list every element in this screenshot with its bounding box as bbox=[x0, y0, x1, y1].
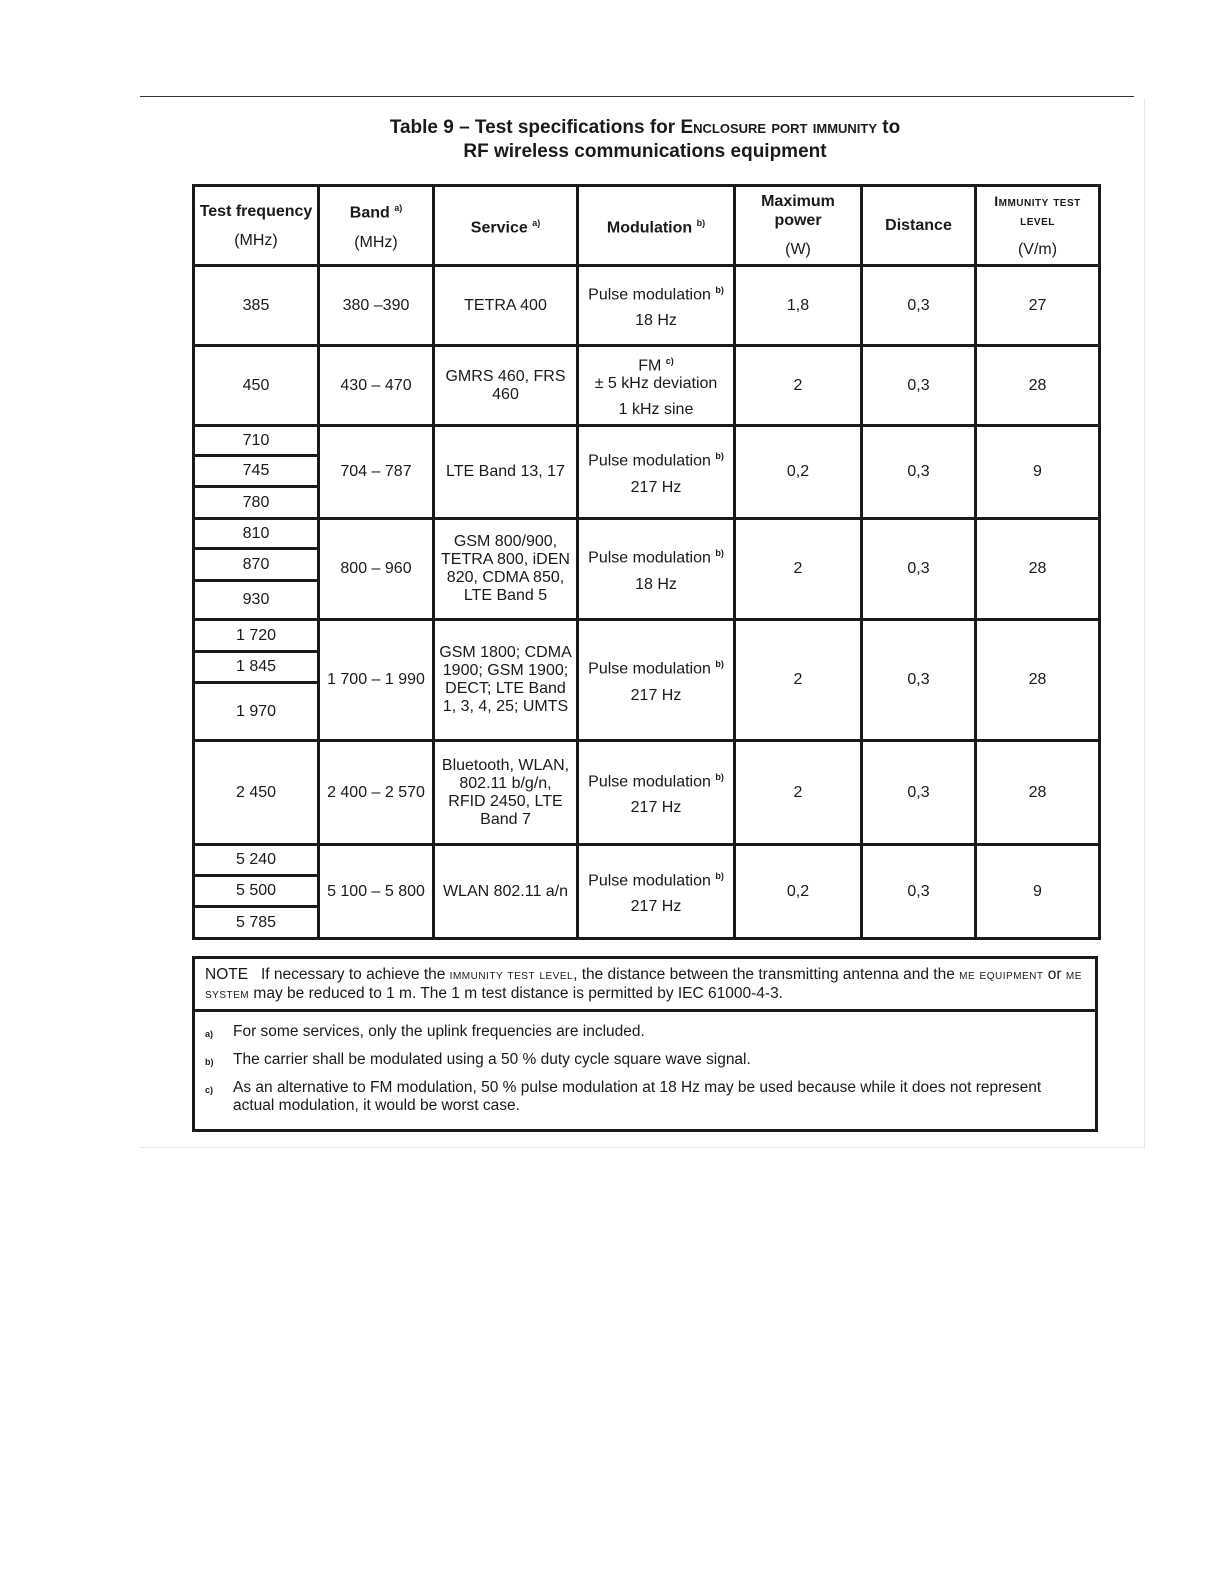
table-row bbox=[194, 741, 1100, 845]
band-cell: 380 –390 bbox=[319, 266, 434, 346]
test-frequency-cell: 5 500 bbox=[194, 876, 319, 907]
modulation-label: Pulse modulation bbox=[588, 773, 711, 791]
distance-cell: 0,3 bbox=[862, 346, 976, 426]
immunity-level-cell: 28 bbox=[976, 519, 1100, 620]
immunity-level-cell: 9 bbox=[976, 426, 1100, 519]
test-frequency-cell: 710 bbox=[194, 426, 319, 456]
band-cell: 1 700 – 1 990 bbox=[319, 620, 434, 741]
test-frequency-cell: 930 bbox=[194, 581, 319, 620]
modulation-rate: 217 Hz bbox=[630, 799, 682, 817]
footnote-item bbox=[205, 1051, 1085, 1071]
distance-cell: 0,3 bbox=[862, 519, 976, 620]
maximum-power-cell: 2 bbox=[735, 519, 862, 620]
modulation-footnote-ref: c) bbox=[665, 355, 674, 366]
test-frequency-cell: 1 720 bbox=[194, 620, 319, 652]
table-row bbox=[194, 519, 1100, 549]
band-cell: 800 – 960 bbox=[319, 519, 434, 620]
modulation-cell bbox=[578, 519, 735, 620]
modulation-cell bbox=[578, 426, 735, 519]
table-row bbox=[194, 266, 1100, 346]
modulation-cell bbox=[578, 266, 735, 346]
distance-cell: 0,3 bbox=[862, 620, 976, 741]
modulation-footnote-ref: b) bbox=[715, 548, 724, 559]
table-row bbox=[194, 845, 1100, 876]
test-frequency-cell: 745 bbox=[194, 456, 319, 487]
band-cell: 430 – 470 bbox=[319, 346, 434, 426]
maximum-power-cell: 0,2 bbox=[735, 426, 862, 519]
modulation-rate: 18 Hz bbox=[635, 312, 677, 330]
modulation-cell bbox=[578, 346, 735, 426]
distance-cell: 0,3 bbox=[862, 845, 976, 939]
immunity-level-cell: 27 bbox=[976, 266, 1100, 346]
maximum-power-cell: 2 bbox=[735, 620, 862, 741]
footnote-key: a) bbox=[205, 1029, 214, 1039]
modulation-footnote-ref: b) bbox=[715, 451, 724, 462]
distance-cell: 0,3 bbox=[862, 426, 976, 519]
service-cell: Bluetooth, WLAN, 802.11 b/g/n, RFID 2450, LTE Band 7 bbox=[434, 741, 578, 845]
modulation-label: Pulse modulation bbox=[588, 660, 711, 678]
test-frequency-cell: 780 bbox=[194, 487, 319, 519]
test-frequency-cell: 1 845 bbox=[194, 652, 319, 683]
test-frequency-cell: 1 970 bbox=[194, 683, 319, 741]
table-title: Table 9 – Test specifications for Enclosure port immunity to RF wireless communications equipment bbox=[389, 117, 901, 162]
header-immunity-test-level: Immunity test level (V/m) bbox=[976, 186, 1100, 266]
service-cell: GSM 1800; CDMA 1900; GSM 1900; DECT; LTE Band 1, 3, 4, 25; UMTS bbox=[434, 620, 578, 741]
footnote-item bbox=[205, 1079, 1085, 1115]
table-row bbox=[194, 346, 1100, 426]
distance-cell: 0,3 bbox=[862, 266, 976, 346]
test-frequency-cell: 2 450 bbox=[194, 741, 319, 845]
modulation-label: Pulse modulation bbox=[588, 872, 711, 890]
modulation-cell bbox=[578, 620, 735, 741]
maximum-power-cell: 0,2 bbox=[735, 845, 862, 939]
modulation-footnote-ref: b) bbox=[715, 659, 724, 670]
immunity-level-cell: 28 bbox=[976, 620, 1100, 741]
footnote-key: b) bbox=[205, 1057, 214, 1067]
notes-table bbox=[192, 956, 1098, 1132]
table-row bbox=[194, 620, 1100, 652]
test-frequency-cell: 5 240 bbox=[194, 845, 319, 876]
note-cell: NOTE If necessary to achieve the immunity test level, the distance between the transmitting antenna and the me equipment or me system may be reduced to 1 m. The 1 m test distance is permitted by IEC 61000-4-3. bbox=[194, 958, 1097, 1011]
service-cell: GMRS 460, FRS 460 bbox=[434, 346, 578, 426]
test-frequency-cell: 450 bbox=[194, 346, 319, 426]
immunity-level-cell: 9 bbox=[976, 845, 1100, 939]
maximum-power-cell: 2 bbox=[735, 346, 862, 426]
header-distance: Distance bbox=[862, 186, 976, 266]
footnote-text: The carrier shall be modulated using a 50 % duty cycle square wave signal. bbox=[233, 1051, 751, 1068]
modulation-cell bbox=[578, 741, 735, 845]
immunity-level-cell: 28 bbox=[976, 346, 1100, 426]
table-row bbox=[194, 426, 1100, 456]
test-frequency-cell: 385 bbox=[194, 266, 319, 346]
modulation-footnote-ref: b) bbox=[715, 284, 724, 295]
modulation-footnote-ref: b) bbox=[715, 771, 724, 782]
modulation-rate: 18 Hz bbox=[635, 575, 677, 593]
test-frequency-cell: 870 bbox=[194, 549, 319, 581]
band-cell: 5 100 – 5 800 bbox=[319, 845, 434, 939]
spec-table bbox=[192, 184, 1101, 940]
modulation-label: Pulse modulation bbox=[588, 549, 711, 567]
immunity-level-cell: 28 bbox=[976, 741, 1100, 845]
header-modulation: Modulation $^{b)}$ bbox=[578, 186, 735, 266]
maximum-power-cell: 2 bbox=[735, 741, 862, 845]
footnote-text: As an alternative to FM modulation, 50 % pulse modulation at 18 Hz may be used because while it does not represent actual modulation, it would be worst case. bbox=[233, 1079, 1042, 1114]
modulation-label: FM bbox=[638, 357, 662, 375]
modulation-rate: 217 Hz bbox=[630, 478, 682, 496]
service-cell: LTE Band 13, 17 bbox=[434, 426, 578, 519]
band-cell: 704 – 787 bbox=[319, 426, 434, 519]
footnotes-cell bbox=[194, 1011, 1097, 1131]
service-cell: WLAN 802.11 a/n bbox=[434, 845, 578, 939]
modulation-footnote-ref: b) bbox=[715, 870, 724, 881]
test-frequency-cell: 5 785 bbox=[194, 907, 319, 939]
test-frequency-cell: 810 bbox=[194, 519, 319, 549]
modulation-deviation: ± 5 kHz deviation bbox=[594, 375, 718, 393]
header-maximum-power: Maximum power (W) bbox=[735, 186, 862, 266]
header-test-frequency: Test frequency (MHz) bbox=[194, 186, 319, 266]
header-row bbox=[194, 186, 1100, 266]
distance-cell: 0,3 bbox=[862, 741, 976, 845]
header-band: Band $^{a)}$ (MHz) bbox=[319, 186, 434, 266]
band-cell: 2 400 – 2 570 bbox=[319, 741, 434, 845]
modulation-rate: 217 Hz bbox=[630, 898, 682, 916]
footnote-key: c) bbox=[205, 1085, 214, 1095]
modulation-rate: 1 kHz sine bbox=[618, 401, 694, 419]
modulation-rate: 217 Hz bbox=[630, 686, 682, 704]
service-cell: GSM 800/900, TETRA 800, iDEN 820, CDMA 850, LTE Band 5 bbox=[434, 519, 578, 620]
modulation-cell bbox=[578, 845, 735, 939]
modulation-label: Pulse modulation bbox=[588, 286, 711, 304]
footnote-item bbox=[205, 1023, 1085, 1043]
footnote-text: For some services, only the uplink frequencies are included. bbox=[233, 1023, 645, 1040]
service-cell: TETRA 400 bbox=[434, 266, 578, 346]
modulation-label: Pulse modulation bbox=[588, 452, 711, 470]
header-service: Service $^{a)}$ bbox=[434, 186, 578, 266]
page-top-rule bbox=[140, 96, 1134, 97]
maximum-power-cell: 1,8 bbox=[735, 266, 862, 346]
